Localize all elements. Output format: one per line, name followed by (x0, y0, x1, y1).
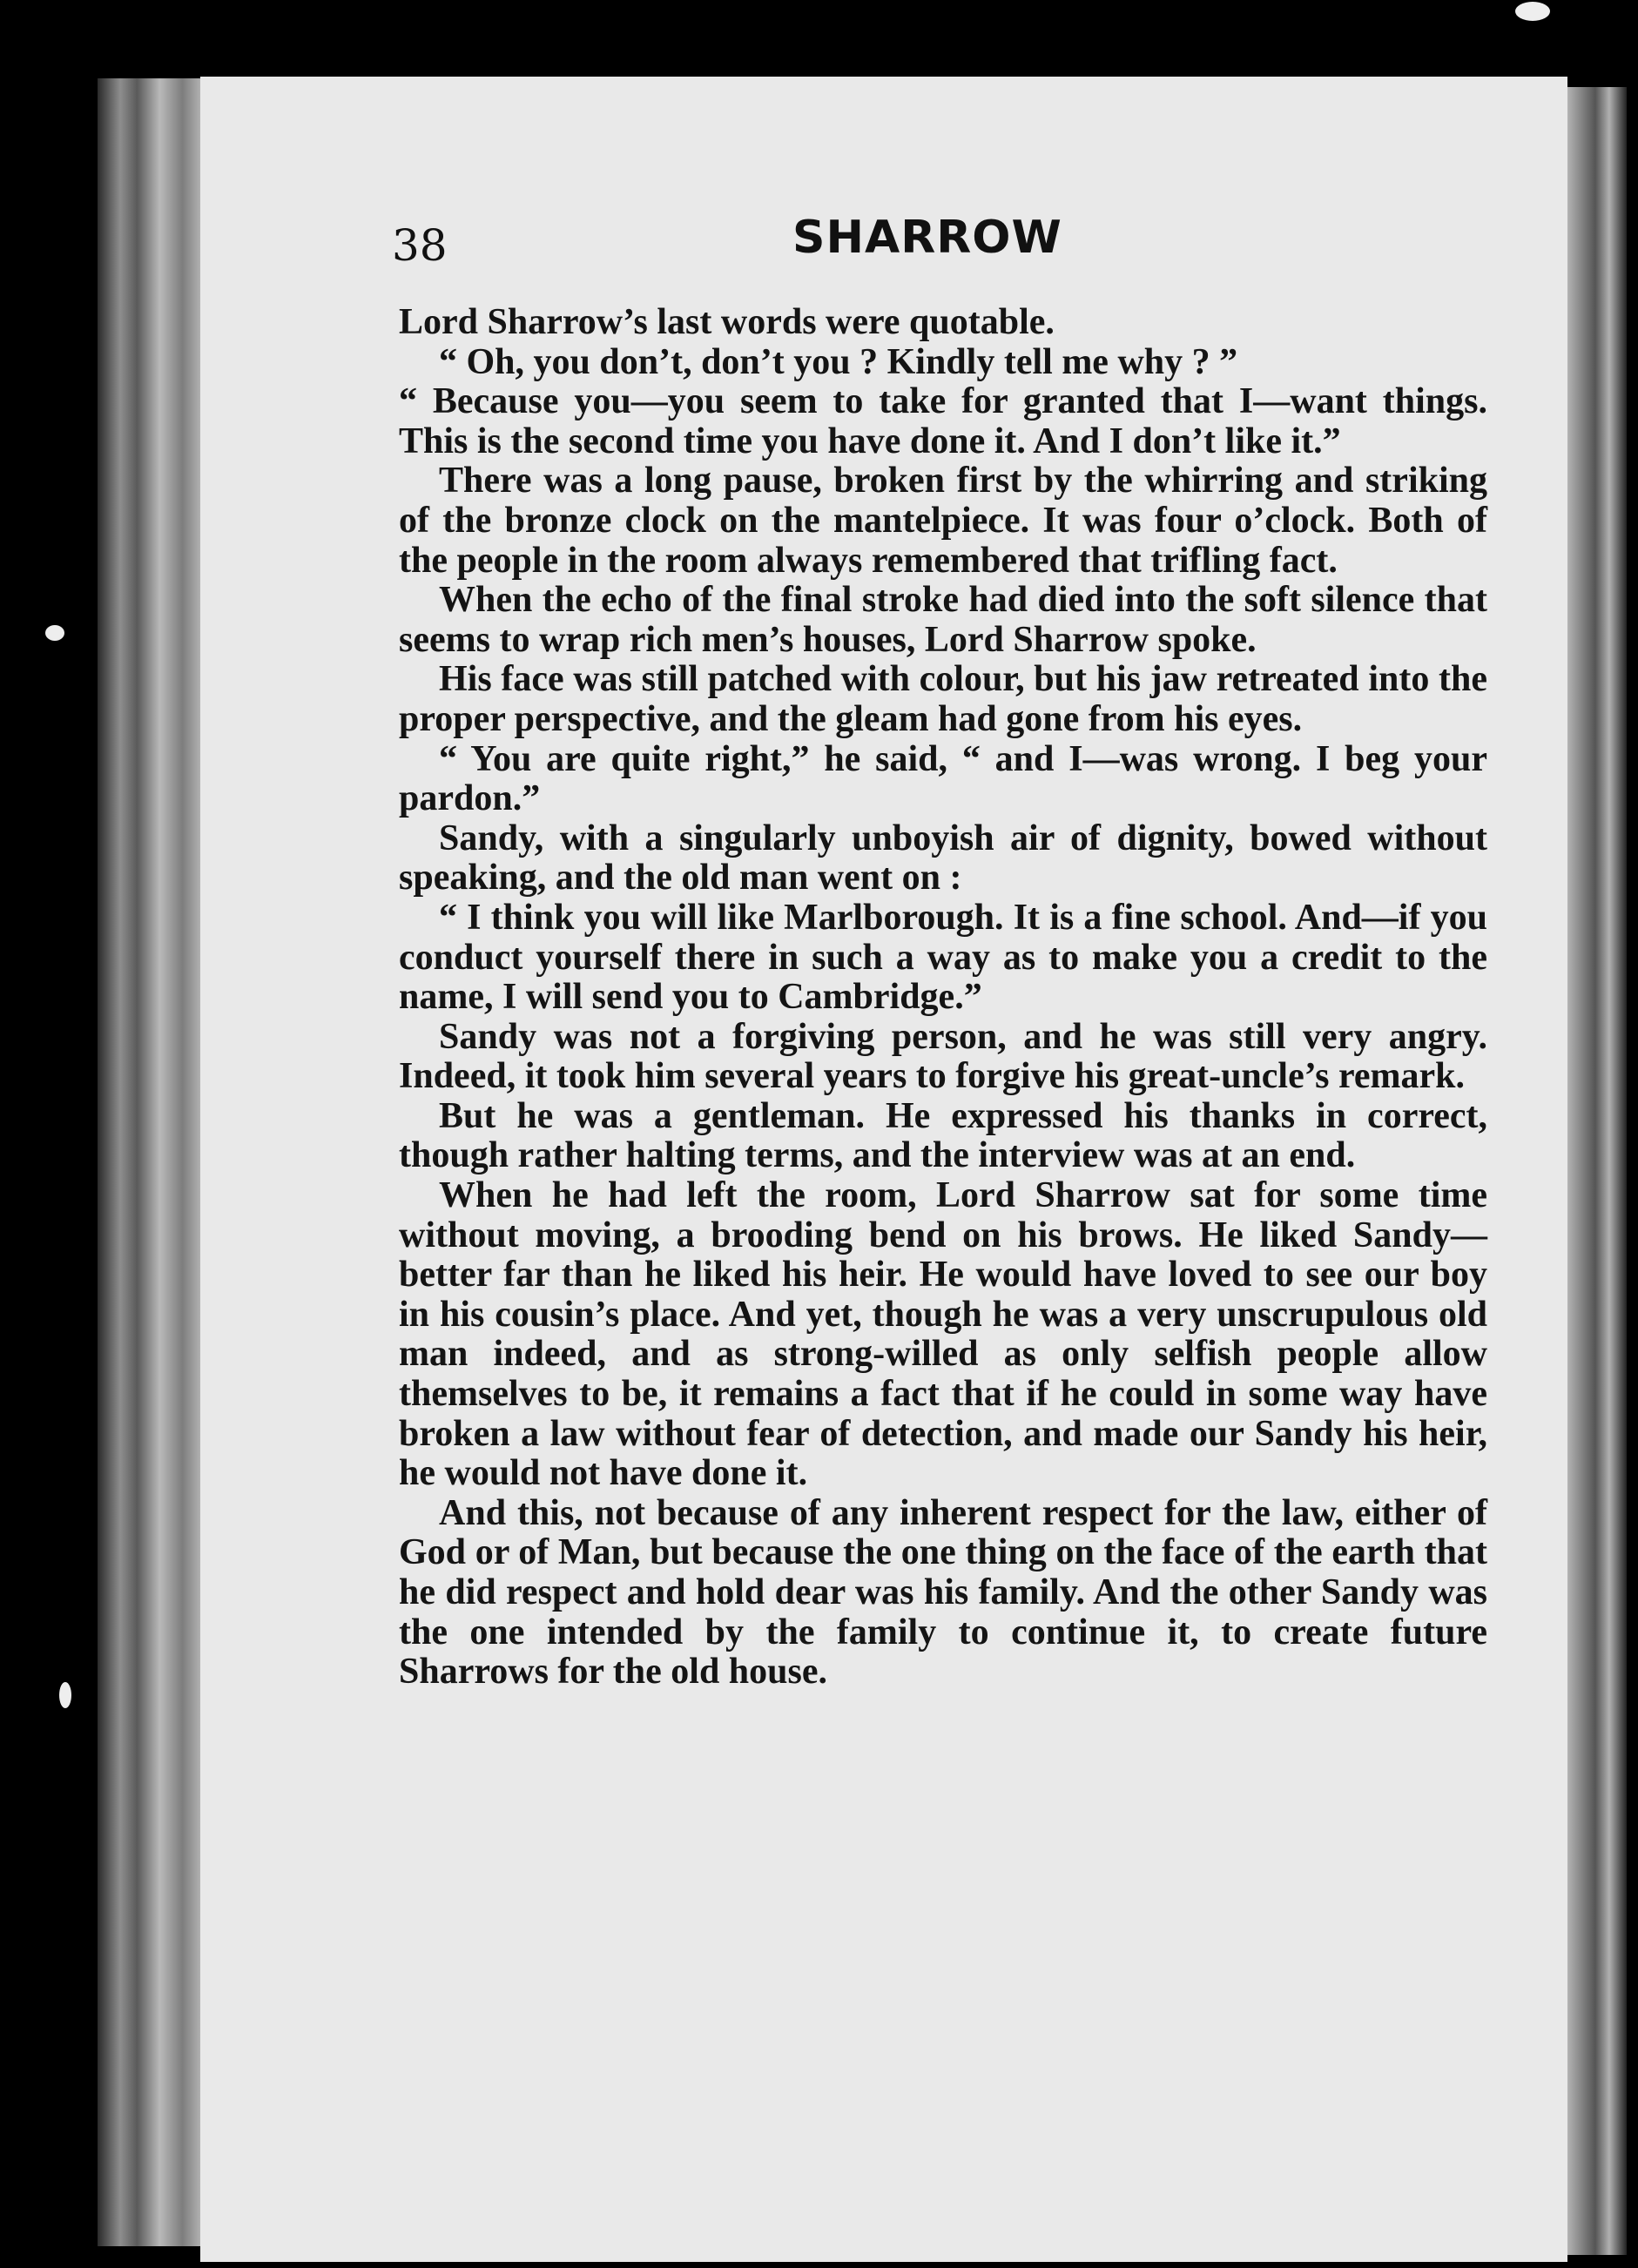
paragraph: When the echo of the final stroke had died into the soft silence that seems to wrap rich men’s houses, Lord Sharrow spoke. (399, 580, 1487, 660)
page-header (392, 212, 1507, 281)
paragraph: Sandy, with a singularly unboyish air of dignity, bowed without speaking, and the old man went on : (399, 818, 1487, 898)
paragraph: There was a long pause, broken first by the whirring and striking of the bronze clock on the mantelpiece. It was four o’clock. Both of the people in the room always remembered that trifling fact. (399, 461, 1487, 581)
scan-speck (1515, 2, 1550, 21)
paragraph: And this, not because of any inherent respect for the law, either of God or of Man, but because the one thing on the face of the earth that he did respect and hold dear was his family. And the other Sandy was the one intended by the family to continue it, to create future Sharrows for the old house. (399, 1492, 1487, 1693)
paragraph: “ Oh, you don’t, don’t you ? Kindly tell me why ? ” (439, 341, 1238, 382)
book-fore-edge (1557, 87, 1627, 2255)
scan-speck (45, 625, 64, 641)
scan-speck (59, 1682, 71, 1708)
book-gutter-edge (98, 78, 211, 2246)
paragraph: Lord Sharrow’s last words were quotable. (399, 302, 1055, 342)
paragraph: But he was a gentleman. He expressed his thanks in correct, though rather halting terms, and the interview was at an end. (399, 1095, 1487, 1176)
paragraph: “ Because you—you seem to take for granted that I—want things. This is the second time you have done it. And I don’t like it.” (399, 381, 1487, 461)
paragraph: Sandy was not a forgiving person, and he was still very angry. Indeed, it took him several years to forgive his great-uncle’s remark. (399, 1016, 1487, 1097)
paragraph: His face was still patched with colour, but his jaw retreated into the proper perspective, and the gleam had gone from his eyes. (399, 659, 1487, 739)
page-body (399, 303, 1487, 1693)
paragraph: “ You are quite right,” he said, “ and I—was wrong. I beg your pardon.” (399, 738, 1487, 819)
paragraph: “ I think you will like Marlborough. It is a fine school. And—if you conduct yourself there in such a way as to make you a credit to the name, I will send you to Cambridge.” (399, 897, 1487, 1018)
paragraph: When he had left the room, Lord Sharrow sat for some time without moving, a brooding bend on his brows. He liked Sandy—better far than he liked his heir. He would have loved to see our boy in his cousin’s place. And yet, though he was a very unscrupulous old man indeed, and as strong-willed as only selfish people allow themselves to be, it remains a fact that if he could in some way have broken a law without fear of detection, and made our Sandy his heir, he would not have done it. (399, 1175, 1487, 1494)
running-head: SHARROW (792, 212, 1062, 264)
page-number: 38 (392, 220, 448, 271)
